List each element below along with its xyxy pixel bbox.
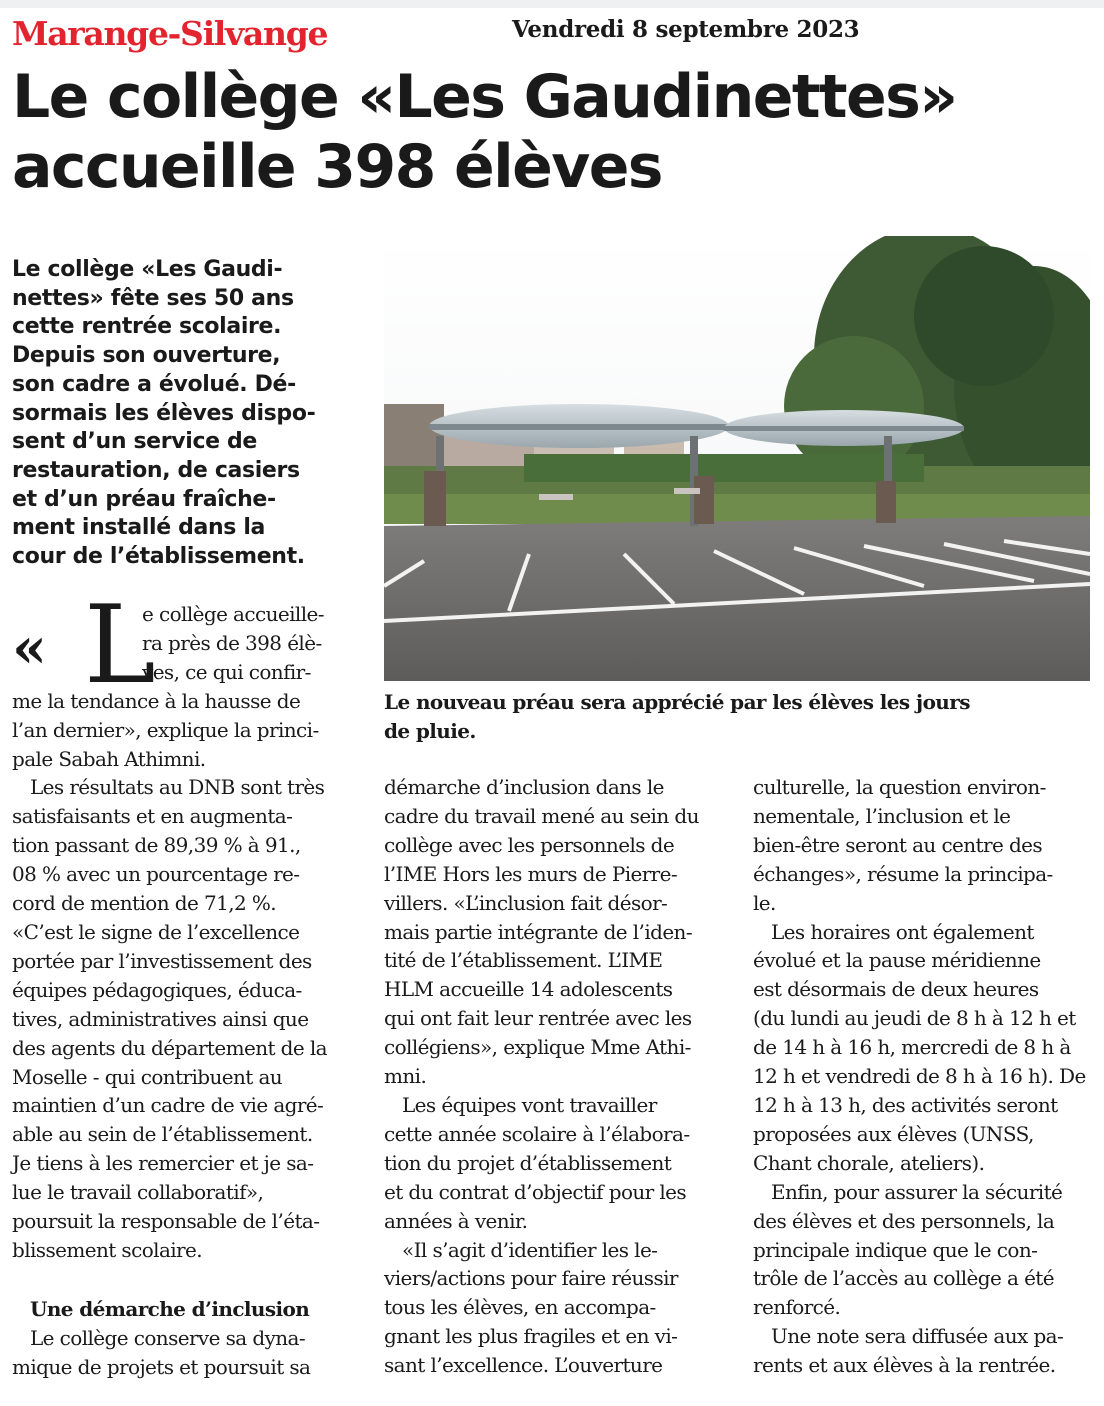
section-label: Marange-Silvange	[12, 14, 328, 53]
body-line: tion du projet d’établissement	[384, 1150, 672, 1175]
body-line: «C’est le signe de l’excellence	[12, 919, 300, 944]
body-line: HLM accueille 14 adolescents	[384, 977, 673, 1002]
caption-line: Le nouveau préau sera apprécié par les élèves les jours	[384, 690, 970, 714]
body-line: rents et aux élèves à la rentrée.	[753, 1353, 1056, 1378]
body-line: renforcé.	[753, 1295, 841, 1320]
body-line: trôle de l’accès au collège a été	[753, 1266, 1054, 1291]
lead-line: ment installé dans la	[12, 515, 266, 541]
body-line: Les horaires ont également	[771, 919, 1034, 944]
body-line: e collège accueille-	[142, 602, 324, 626]
body-line: mni.	[384, 1064, 427, 1089]
body-line: mique de projets et poursuit sa	[12, 1354, 311, 1379]
body-line: cette année scolaire à l’élabora-	[384, 1121, 690, 1146]
body-line: et du contrat d’objectif pour les	[384, 1179, 687, 1204]
body-line: de 14 h à 16 h, mercredi de 8 h à	[753, 1035, 1071, 1060]
body-line: ra près de 398 élè-	[142, 630, 322, 655]
article-column-3	[753, 773, 1093, 1380]
body-line: villers. «L’inclusion fait désor-	[384, 890, 668, 915]
body-line: me la tendance à la hausse de	[12, 688, 301, 713]
publication-date: Vendredi 8 septembre 2023	[512, 16, 860, 43]
body-line: Le collège conserve sa dyna-	[30, 1325, 306, 1350]
lead-line: Le collège «Les Gaudi-	[12, 257, 283, 282]
headline-line: accueille 398 élèves	[12, 132, 662, 202]
body-line: viers/actions pour faire réussir	[384, 1266, 678, 1291]
article-column-2	[384, 773, 724, 1380]
body-line: est désormais de deux heures	[753, 977, 1039, 1002]
body-line: «Il s’agit d’identifier les le-	[402, 1237, 658, 1262]
body-line: cord de mention de 71,2 %.	[12, 891, 276, 916]
body-line: Je tiens à les remercier et je sa-	[12, 1151, 314, 1176]
body-line: blissement scolaire.	[12, 1237, 203, 1262]
body-line: ves, ce qui confir-	[142, 659, 311, 684]
body-line: Moselle - qui contribuent au	[12, 1064, 283, 1089]
body-line: sant l’excellence. L’ouverture	[384, 1353, 663, 1378]
headline	[12, 62, 1092, 202]
body-line: bien-être seront au centre des	[753, 832, 1043, 857]
lead-line: cour de l’établissement.	[12, 544, 305, 570]
caption-line: de pluie.	[384, 718, 476, 743]
top-strip	[0, 0, 1104, 8]
lead-line: Depuis son ouverture,	[12, 343, 281, 369]
lead-line: restauration, de casiers	[12, 457, 300, 483]
body-line: Chant chorale, ateliers).	[753, 1150, 985, 1175]
body-line: l’an dernier», explique la princi-	[12, 717, 319, 742]
body-line: proposées aux élèves (UNSS,	[753, 1121, 1034, 1146]
body-line: tives, administratives ainsi que	[12, 1006, 309, 1031]
body-line: maintien d’un cadre de vie agré-	[12, 1093, 324, 1118]
body-line: lue le travail collaboratif»,	[12, 1180, 264, 1205]
drop-cap: L	[84, 583, 156, 708]
opening-quote: «	[12, 615, 47, 681]
body-line: années à venir.	[384, 1208, 528, 1233]
subheading: Une démarche d’inclusion	[30, 1296, 310, 1321]
body-line: gnant les plus fragiles et en vi-	[384, 1324, 678, 1349]
body-line: collégiens», explique Mme Athi-	[384, 1035, 691, 1060]
article-column-1	[12, 583, 352, 1382]
body-line: Les équipes vont travailler	[402, 1092, 657, 1117]
body-line: collège avec les personnels de	[384, 832, 675, 857]
body-line: Une note sera diffusée aux pa-	[771, 1324, 1064, 1349]
body-line: 12 h et vendredi de 8 h à 16 h). De	[753, 1064, 1086, 1089]
body-line: qui ont fait leur rentrée avec les	[384, 1006, 692, 1031]
body-line: cadre du travail mené au sein du	[384, 803, 699, 828]
body-line: principale indique que le con-	[753, 1237, 1038, 1262]
body-line: (du lundi au jeudi de 8 h à 12 h et	[753, 1006, 1076, 1031]
body-line: démarche d’inclusion dans le	[384, 775, 664, 799]
body-line: culturelle, la question environ-	[753, 775, 1046, 799]
body-line: évolué et la pause méridienne	[753, 948, 1041, 973]
body-line: équipes pédagogiques, éduca-	[12, 977, 302, 1002]
lead-paragraph	[12, 256, 342, 572]
photo-caption	[384, 688, 1090, 745]
lead-line: et d’un préau fraîche-	[12, 486, 276, 512]
headline-line: Le collège «Les Gaudinettes»	[12, 62, 957, 132]
body-line: tous les élèves, en accompa-	[384, 1295, 656, 1320]
body-line: tion passant de 89,39 % à 91.,	[12, 833, 301, 858]
lead-line: son cadre a évolué. Dé-	[12, 371, 296, 397]
body-line: mais partie intégrante de l’iden-	[384, 919, 692, 944]
body-line: able au sein de l’établissement.	[12, 1122, 313, 1147]
body-line: des agents du département de la	[12, 1035, 327, 1060]
body-line: des élèves et des personnels, la	[753, 1208, 1055, 1233]
body-line: nementale, l’inclusion et le	[753, 803, 1011, 828]
lead-line: nettes» fête ses 50 ans	[12, 285, 294, 311]
body-line: pale Sabah Athimni.	[12, 746, 206, 771]
body-line: tité de l’établissement. L’IME	[384, 948, 663, 973]
body-line: échanges», résume la principa-	[753, 861, 1053, 886]
body-line: satisfaisants et en augmenta-	[12, 804, 293, 829]
body-line: l’IME Hors les murs de Pierre-	[384, 861, 678, 886]
body-line: portée par l’investissement des	[12, 948, 312, 973]
body-line: le.	[753, 890, 776, 915]
article-photo	[384, 236, 1090, 681]
lead-line: cette rentrée scolaire.	[12, 314, 282, 340]
lead-line: sormais les élèves dispo-	[12, 400, 316, 426]
body-line: Enfin, pour assurer la sécurité	[771, 1179, 1063, 1204]
body-line: 08 % avec un pourcentage re-	[12, 862, 300, 887]
body-line: Les résultats au DNB sont très	[30, 775, 325, 800]
body-line: poursuit la responsable de l’éta-	[12, 1209, 320, 1234]
lead-line: sent d’un service de	[12, 429, 257, 455]
body-line: 12 h à 13 h, des activités seront	[753, 1092, 1058, 1117]
